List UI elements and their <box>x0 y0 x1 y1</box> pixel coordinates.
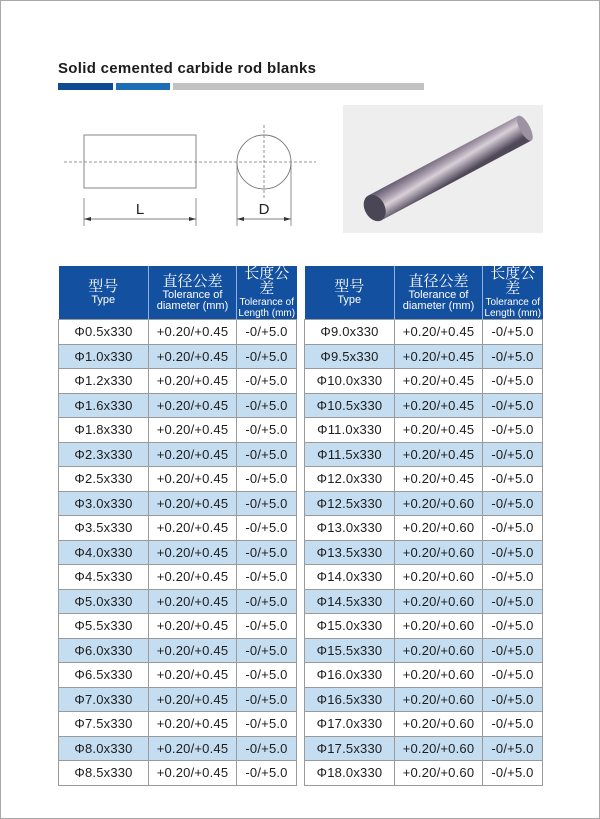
cell-length-tolerance: -0/+5.0 <box>237 638 297 663</box>
cell-length-tolerance: -0/+5.0 <box>483 467 543 492</box>
cell-length-tolerance: -0/+5.0 <box>483 614 543 639</box>
cell-type: Φ10.5x330 <box>305 393 395 418</box>
cell-diameter-tolerance: +0.20/+0.60 <box>395 687 483 712</box>
cell-length-tolerance: -0/+5.0 <box>483 638 543 663</box>
header-len-en2: Length (mm) <box>484 308 542 319</box>
cell-diameter-tolerance: +0.20/+0.45 <box>149 344 237 369</box>
table-row <box>305 442 543 467</box>
cell-diameter-tolerance: +0.20/+0.60 <box>395 663 483 688</box>
header-len-en1: Tolerance of <box>485 297 540 308</box>
cell-diameter-tolerance: +0.20/+0.60 <box>395 540 483 565</box>
cell-type: Φ5.0x330 <box>59 589 149 614</box>
cell-type: Φ12.5x330 <box>305 491 395 516</box>
cell-length-tolerance: -0/+5.0 <box>237 614 297 639</box>
cell-diameter-tolerance: +0.20/+0.60 <box>395 761 483 786</box>
cell-type: Φ9.5x330 <box>305 344 395 369</box>
table-row <box>305 344 543 369</box>
cell-length-tolerance: -0/+5.0 <box>237 369 297 394</box>
spec-table-left <box>58 266 297 786</box>
cell-type: Φ2.3x330 <box>59 442 149 467</box>
table-row <box>59 491 297 516</box>
table-row <box>59 393 297 418</box>
table-header-row <box>305 266 543 320</box>
cell-diameter-tolerance: +0.20/+0.60 <box>395 736 483 761</box>
cell-diameter-tolerance: +0.20/+0.45 <box>149 442 237 467</box>
cell-diameter-tolerance: +0.20/+0.60 <box>395 589 483 614</box>
title-underline-dark-blue <box>58 83 113 90</box>
cell-type: Φ15.5x330 <box>305 638 395 663</box>
cell-type: Φ0.5x330 <box>59 320 149 345</box>
cell-diameter-tolerance: +0.20/+0.45 <box>149 369 237 394</box>
table-row <box>305 736 543 761</box>
cell-length-tolerance: -0/+5.0 <box>237 320 297 345</box>
table-row <box>59 320 297 345</box>
table-row <box>305 663 543 688</box>
cell-diameter-tolerance: +0.20/+0.45 <box>149 491 237 516</box>
table-row <box>59 418 297 443</box>
header-diameter-tolerance <box>149 266 237 320</box>
table-row <box>59 369 297 394</box>
spec-table-right-body <box>305 320 543 786</box>
header-type <box>305 266 395 320</box>
cell-type: Φ6.5x330 <box>59 663 149 688</box>
cell-diameter-tolerance: +0.20/+0.45 <box>395 467 483 492</box>
table-row <box>59 736 297 761</box>
spec-table-left-body <box>59 320 297 786</box>
table-row <box>59 565 297 590</box>
header-dia-en1: Tolerance of <box>408 288 469 301</box>
cell-length-tolerance: -0/+5.0 <box>237 516 297 541</box>
cell-diameter-tolerance: +0.20/+0.60 <box>395 516 483 541</box>
cell-length-tolerance: -0/+5.0 <box>483 516 543 541</box>
table-row <box>305 614 543 639</box>
cell-diameter-tolerance: +0.20/+0.45 <box>395 393 483 418</box>
header-diameter-tolerance <box>395 266 483 320</box>
cell-type: Φ12.0x330 <box>305 467 395 492</box>
cell-type: Φ13.5x330 <box>305 540 395 565</box>
cell-length-tolerance: -0/+5.0 <box>237 418 297 443</box>
table-row <box>59 663 297 688</box>
table-row <box>305 491 543 516</box>
table-row <box>305 761 543 786</box>
title-underline-blue <box>116 83 170 90</box>
cell-type: Φ11.0x330 <box>305 418 395 443</box>
cell-length-tolerance: -0/+5.0 <box>237 589 297 614</box>
cell-length-tolerance: -0/+5.0 <box>483 393 543 418</box>
header-len-cn: 长度公差 <box>244 265 290 297</box>
header-dia-cn: 直径公差 <box>162 272 223 290</box>
header-type-cn: 型号 <box>88 278 119 295</box>
table-row <box>305 369 543 394</box>
cell-type: Φ2.5x330 <box>59 467 149 492</box>
cell-diameter-tolerance: +0.20/+0.60 <box>395 491 483 516</box>
cell-length-tolerance: -0/+5.0 <box>483 565 543 590</box>
cell-length-tolerance: -0/+5.0 <box>483 344 543 369</box>
cell-length-tolerance: -0/+5.0 <box>483 491 543 516</box>
table-row <box>305 516 543 541</box>
cell-diameter-tolerance: +0.20/+0.45 <box>149 589 237 614</box>
cell-diameter-tolerance: +0.20/+0.60 <box>395 565 483 590</box>
cell-type: Φ5.5x330 <box>59 614 149 639</box>
table-header-row <box>59 266 297 320</box>
table-row <box>305 565 543 590</box>
table-row <box>305 393 543 418</box>
header-type-en: Type <box>91 294 116 306</box>
cell-type: Φ1.6x330 <box>59 393 149 418</box>
cell-type: Φ8.0x330 <box>59 736 149 761</box>
cell-diameter-tolerance: +0.20/+0.45 <box>149 540 237 565</box>
cell-length-tolerance: -0/+5.0 <box>237 712 297 737</box>
table-row <box>59 344 297 369</box>
cell-diameter-tolerance: +0.20/+0.45 <box>149 320 237 345</box>
table-row <box>59 589 297 614</box>
title-underline-gray <box>173 83 424 90</box>
carbide-rod-image-icon <box>343 105 543 233</box>
rod-dimension-diagram-icon <box>58 118 328 230</box>
header-length-tolerance <box>483 266 543 320</box>
table-row <box>59 540 297 565</box>
cell-length-tolerance: -0/+5.0 <box>237 540 297 565</box>
cell-length-tolerance: -0/+5.0 <box>483 369 543 394</box>
cell-type: Φ6.0x330 <box>59 638 149 663</box>
table-row <box>59 516 297 541</box>
table-row <box>305 712 543 737</box>
cell-diameter-tolerance: +0.20/+0.45 <box>395 442 483 467</box>
cell-length-tolerance: -0/+5.0 <box>237 663 297 688</box>
page-title: Solid cemented carbide rod blanks <box>58 60 317 77</box>
table-row <box>59 761 297 786</box>
cell-length-tolerance: -0/+5.0 <box>237 761 297 786</box>
cell-length-tolerance: -0/+5.0 <box>237 736 297 761</box>
cell-length-tolerance: -0/+5.0 <box>483 687 543 712</box>
cell-diameter-tolerance: +0.20/+0.45 <box>149 638 237 663</box>
table-row <box>305 320 543 345</box>
cell-type: Φ10.0x330 <box>305 369 395 394</box>
cell-length-tolerance: -0/+5.0 <box>483 418 543 443</box>
table-row <box>305 467 543 492</box>
table-row <box>305 638 543 663</box>
cell-type: Φ14.0x330 <box>305 565 395 590</box>
cell-length-tolerance: -0/+5.0 <box>483 320 543 345</box>
cell-length-tolerance: -0/+5.0 <box>483 712 543 737</box>
cell-type: Φ4.5x330 <box>59 565 149 590</box>
table-row <box>59 442 297 467</box>
header-type-en: Type <box>337 294 362 306</box>
cell-length-tolerance: -0/+5.0 <box>237 344 297 369</box>
cell-diameter-tolerance: +0.20/+0.45 <box>149 614 237 639</box>
cell-length-tolerance: -0/+5.0 <box>237 393 297 418</box>
cell-diameter-tolerance: +0.20/+0.60 <box>395 614 483 639</box>
header-len-en1: Tolerance of <box>239 297 294 308</box>
cell-length-tolerance: -0/+5.0 <box>483 589 543 614</box>
cell-diameter-tolerance: +0.20/+0.45 <box>395 369 483 394</box>
cell-length-tolerance: -0/+5.0 <box>237 442 297 467</box>
cell-length-tolerance: -0/+5.0 <box>483 540 543 565</box>
cell-diameter-tolerance: +0.20/+0.45 <box>149 565 237 590</box>
cell-length-tolerance: -0/+5.0 <box>237 467 297 492</box>
table-row <box>305 589 543 614</box>
header-dia-en2: diameter (mm) <box>156 299 229 312</box>
cell-type: Φ7.5x330 <box>59 712 149 737</box>
cell-diameter-tolerance: +0.20/+0.45 <box>395 418 483 443</box>
cell-type: Φ13.0x330 <box>305 516 395 541</box>
table-row <box>59 712 297 737</box>
cell-type: Φ7.0x330 <box>59 687 149 712</box>
table-row <box>59 467 297 492</box>
cell-diameter-tolerance: +0.20/+0.45 <box>149 516 237 541</box>
cell-diameter-tolerance: +0.20/+0.45 <box>149 663 237 688</box>
cell-diameter-tolerance: +0.20/+0.60 <box>395 712 483 737</box>
cell-length-tolerance: -0/+5.0 <box>237 565 297 590</box>
table-row <box>305 687 543 712</box>
cell-length-tolerance: -0/+5.0 <box>483 761 543 786</box>
cell-length-tolerance: -0/+5.0 <box>483 663 543 688</box>
cell-diameter-tolerance: +0.20/+0.45 <box>149 736 237 761</box>
table-row <box>59 638 297 663</box>
svg-text:D: D <box>258 201 270 218</box>
cell-type: Φ9.0x330 <box>305 320 395 345</box>
cell-type: Φ17.0x330 <box>305 712 395 737</box>
header-len-en2: Length (mm) <box>238 308 296 319</box>
svg-text:L: L <box>135 201 145 218</box>
cell-type: Φ11.5x330 <box>305 442 395 467</box>
rod-technical-drawing <box>58 118 328 230</box>
carbide-rod-photo <box>343 105 543 233</box>
header-length-tolerance <box>237 266 297 320</box>
cell-type: Φ16.0x330 <box>305 663 395 688</box>
cell-length-tolerance: -0/+5.0 <box>483 442 543 467</box>
cell-diameter-tolerance: +0.20/+0.45 <box>149 761 237 786</box>
cell-type: Φ15.0x330 <box>305 614 395 639</box>
cell-diameter-tolerance: +0.20/+0.45 <box>149 393 237 418</box>
table-row <box>59 687 297 712</box>
cell-type: Φ18.0x330 <box>305 761 395 786</box>
cell-type: Φ17.5x330 <box>305 736 395 761</box>
header-dia-cn: 直径公差 <box>408 272 469 290</box>
cell-diameter-tolerance: +0.20/+0.45 <box>149 712 237 737</box>
cell-diameter-tolerance: +0.20/+0.45 <box>149 418 237 443</box>
table-row <box>59 614 297 639</box>
cell-diameter-tolerance: +0.20/+0.45 <box>395 344 483 369</box>
cell-type: Φ3.5x330 <box>59 516 149 541</box>
header-len-cn: 长度公差 <box>490 265 536 297</box>
cell-diameter-tolerance: +0.20/+0.45 <box>149 467 237 492</box>
header-dia-en1: Tolerance of <box>162 288 223 301</box>
cell-diameter-tolerance: +0.20/+0.45 <box>149 687 237 712</box>
cell-type: Φ1.2x330 <box>59 369 149 394</box>
cell-type: Φ4.0x330 <box>59 540 149 565</box>
header-type <box>59 266 149 320</box>
cell-type: Φ8.5x330 <box>59 761 149 786</box>
cell-length-tolerance: -0/+5.0 <box>237 687 297 712</box>
table-row <box>305 418 543 443</box>
cell-type: Φ14.5x330 <box>305 589 395 614</box>
cell-diameter-tolerance: +0.20/+0.45 <box>395 320 483 345</box>
cell-type: Φ1.8x330 <box>59 418 149 443</box>
cell-type: Φ1.0x330 <box>59 344 149 369</box>
table-row <box>305 540 543 565</box>
cell-type: Φ16.5x330 <box>305 687 395 712</box>
cell-length-tolerance: -0/+5.0 <box>237 491 297 516</box>
cell-length-tolerance: -0/+5.0 <box>483 736 543 761</box>
header-dia-en2: diameter (mm) <box>402 299 475 312</box>
header-type-cn: 型号 <box>334 278 365 295</box>
cell-type: Φ3.0x330 <box>59 491 149 516</box>
spec-table-right <box>304 266 543 786</box>
cell-diameter-tolerance: +0.20/+0.60 <box>395 638 483 663</box>
